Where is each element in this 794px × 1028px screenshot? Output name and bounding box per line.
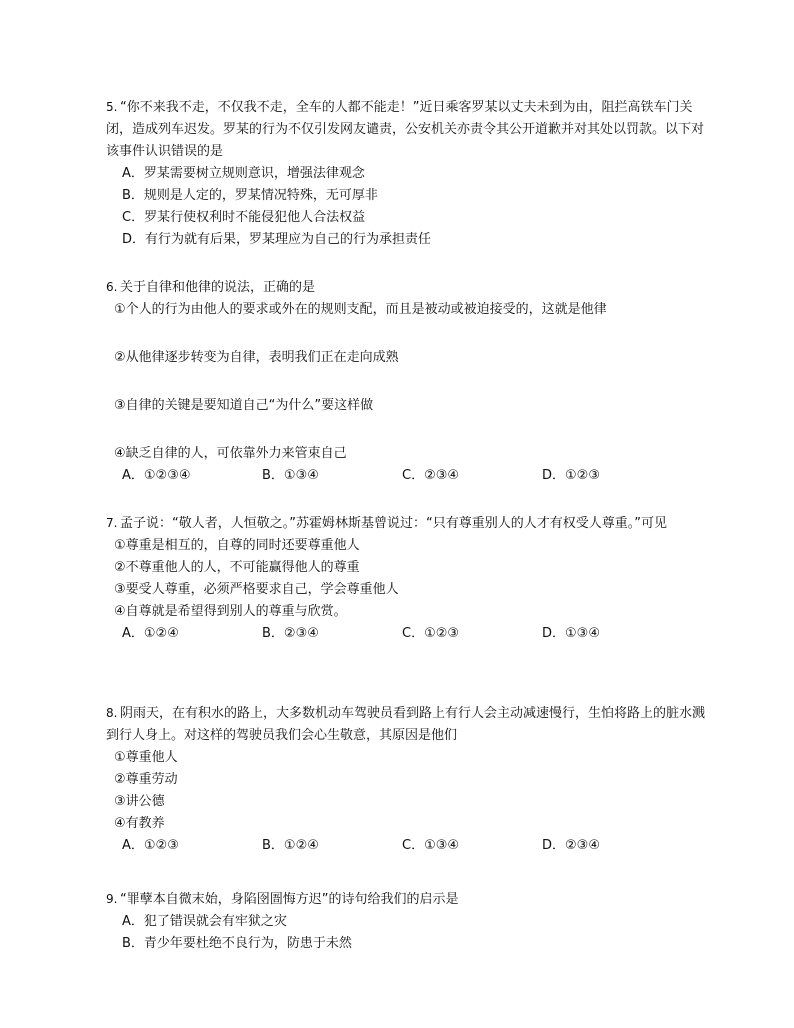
question-7: [106, 512, 706, 645]
question-number: 8.: [106, 706, 118, 720]
statement-4: ④缺乏自律的人，可依靠外力来管束自己: [114, 446, 347, 461]
option-a: A．罗某需要树立规则意识，增强法律观念: [122, 166, 365, 181]
question-number: 7.: [106, 516, 118, 530]
question-stem: [106, 512, 706, 535]
question-text: “你不来我不走，不仅我不走，全车的人都不能走！”近日乘客罗某以丈夫未到为由，阻拦高铁车门关闭，造成列车迟发。罗某的行为不仅引发网友谴责，公安机关亦责令其公开道歉并对其处以罚款。以下对该事件认识错误的是: [106, 100, 705, 159]
statement-2: ②从他律逐步转变为自律，表明我们正在走向成熟: [114, 350, 399, 365]
question-number: 6.: [106, 280, 118, 294]
answer-choices: [122, 835, 706, 857]
statement-3: ③要受人尊重，必须严格要求自己，学会尊重他人: [114, 582, 399, 597]
choice-c: C．①③④: [402, 838, 460, 853]
choice-a: A．①②③: [122, 838, 179, 853]
choice-a: A．①②③④: [122, 468, 191, 483]
question-6: [106, 276, 706, 487]
question-text: “罪孽本自微末始，身陷囹圄悔方迟”的诗句给我们的启示是: [120, 892, 459, 907]
statement-1: ①尊重是相互的，自尊的同时还要尊重他人: [114, 538, 360, 553]
statement-4: ④自尊就是希望得到别人的尊重与欣赏。: [114, 604, 347, 619]
question-9: [106, 888, 706, 955]
choice-d: D．①②③: [542, 468, 600, 483]
answer-choices: [122, 465, 706, 487]
option-b: B．规则是人定的，罗某情况特殊，无可厚非: [122, 188, 378, 203]
question-stem: [106, 888, 706, 911]
choice-d: D．①③④: [542, 626, 600, 641]
choice-a: A．①②④: [122, 626, 179, 641]
question-stem: [106, 96, 706, 163]
choice-c: C．①②③: [402, 626, 460, 641]
question-stem: [106, 276, 706, 299]
question-text: 孟子说：“敬人者，人恒敬之。”苏霍姆林斯基曾说过：“只有尊重别人的人才有权受人尊重。”可见: [120, 516, 667, 531]
choice-b: B．①②④: [262, 838, 319, 853]
question-stem: [106, 702, 706, 747]
choice-d: D．②③④: [542, 838, 600, 853]
question-8: [106, 702, 706, 857]
choice-b: B．②③④: [262, 626, 319, 641]
statement-1: ①尊重他人: [114, 750, 178, 765]
option-a: A．犯了错误就会有牢狱之灾: [122, 914, 287, 929]
statement-4: ④有教养: [114, 816, 165, 831]
statement-2: ②尊重劳动: [114, 772, 178, 787]
option-b: B．青少年要杜绝不良行为，防患于未然: [122, 936, 352, 951]
question-number: 9.: [106, 892, 118, 906]
question-number: 5.: [106, 100, 118, 114]
option-c: C．罗某行使权利时不能侵犯他人合法权益: [122, 210, 366, 225]
question-text: 关于自律和他律的说法，正确的是: [120, 280, 316, 295]
statement-3: ③自律的关键是要知道自己“为什么”要这样做: [114, 398, 374, 413]
choice-c: C．②③④: [402, 468, 460, 483]
option-d: D．有行为就有后果，罗某理应为自己的行为承担责任: [122, 232, 432, 247]
statement-2: ②不尊重他人的人，不可能赢得他人的尊重: [114, 560, 360, 575]
answer-choices: [122, 623, 706, 645]
question-5: [106, 96, 706, 251]
statement-3: ③讲公德: [114, 794, 165, 809]
question-text: 阴雨天，在有积水的路上，大多数机动车驾驶员看到路上有行人会主动减速慢行，生怕将路上的脏水溅到行人身上。对这样的驾驶员我们会心生敬意，其原因是他们: [106, 706, 706, 743]
choice-b: B．①③④: [262, 468, 319, 483]
statement-1: ①个人的行为由他人的要求或外在的规则支配，而且是被动或被迫接受的，这就是他律: [114, 302, 607, 317]
